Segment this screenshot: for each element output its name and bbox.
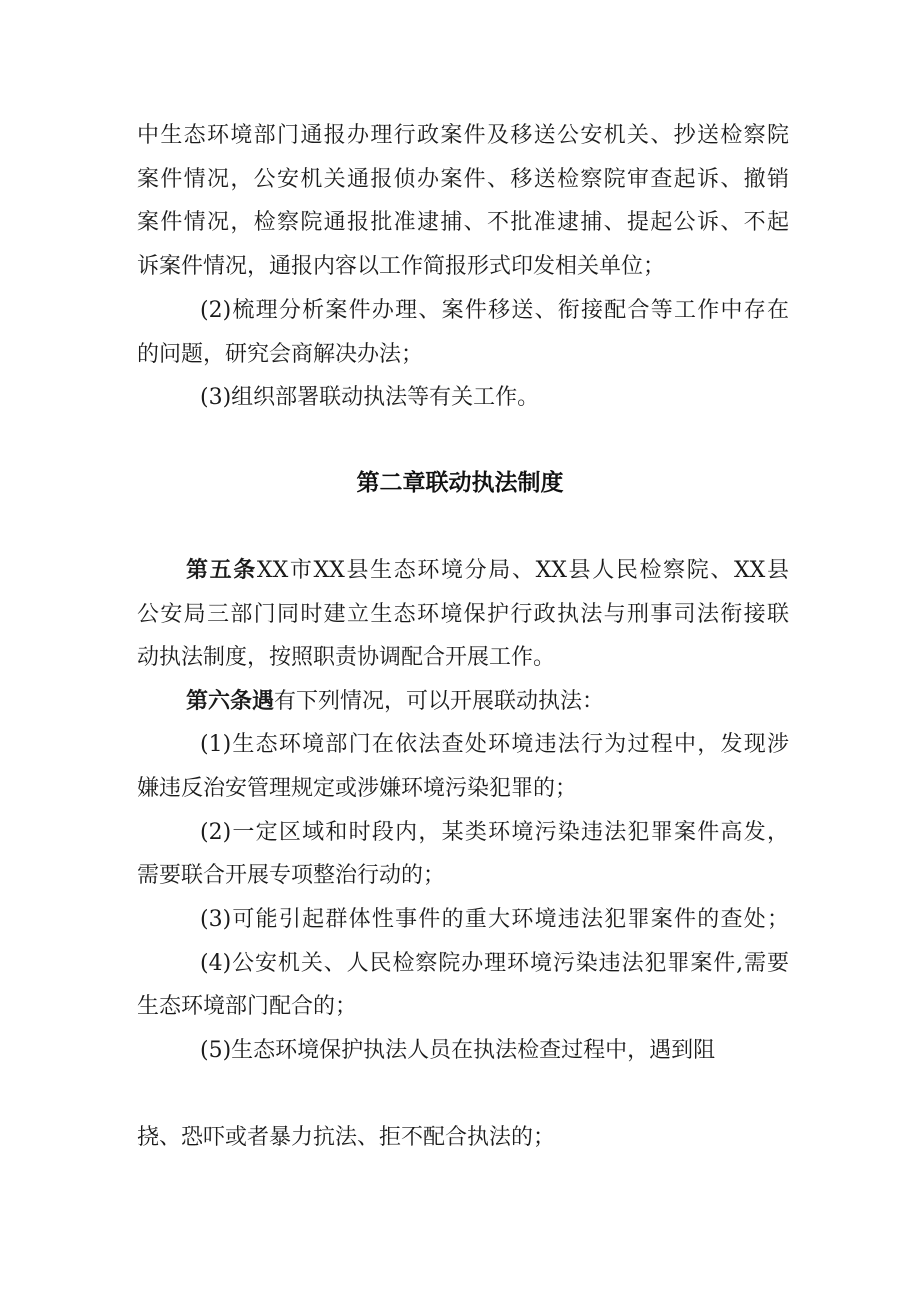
article-6-text: 有下列情况，可以开展联动执法： [274, 689, 605, 714]
paragraph-line: 案件情况，公安机关通报侦办案件、移送检察院审查起诉、撤销 [137, 167, 789, 192]
paragraph-line: 的问题，研究会商解决办法； [137, 342, 424, 367]
paragraph-line: 动执法制度，按照职责协调配合开展工作。 [137, 645, 556, 670]
list-item-line: (2)一定区域和时段内，某类环境污染违法犯罪案件高发， [200, 820, 789, 845]
list-item-line: (4)公安机关、人民检察院办理环境污染违法犯罪案件,需要 [200, 951, 789, 976]
list-item-line: (3)可能引起群体性事件的重大环境违法犯罪案件的查处； [200, 907, 789, 932]
paragraph-line: (3)组织部署联动执法等有关工作。 [200, 385, 540, 410]
list-item-line: 挠、恐吓或者暴力抗法、拒不配合执法的； [137, 1125, 556, 1150]
paragraph-line: 公安局三部门同时建立生态环境保护行政执法与刑事司法衔接联 [137, 602, 789, 627]
article-5-text: XX市XX县生态环境分局、XX县人民检察院、XX县 [256, 558, 789, 583]
paragraph-line: 诉案件情况，通报内容以工作简报形式印发相关单位； [137, 254, 666, 279]
list-item-line: (1)生态环境部门在依法查处环境违法行为过程中，发现涉 [200, 732, 789, 757]
list-item-line: 嫌违反治安管理规定或涉嫌环境污染犯罪的； [137, 776, 578, 801]
article-5-label: 第五条 [186, 558, 257, 583]
list-item-line: (5)生态环境保护执法人员在执法检查过程中，遇到阻 [200, 1038, 716, 1063]
article-6-label: 第六条遇 [186, 689, 275, 714]
article-5-line [186, 556, 789, 586]
list-item-line: 需要联合开展专项整治行动的； [137, 863, 446, 888]
list-item-line: 生态环境部门配合的； [137, 994, 358, 1019]
paragraph-line: (2)梳理分析案件办理、案件移送、衔接配合等工作中存在 [200, 298, 789, 323]
paragraph-line: 案件情况，检察院通报批准逮捕、不批准逮捕、提起公诉、不起 [137, 210, 789, 235]
chapter-title: 第二章联动执法制度 [356, 470, 564, 496]
article-6-line [186, 687, 789, 717]
paragraph-line: 中生态环境部门通报办理行政案件及移送公安机关、抄送检察院 [137, 123, 789, 148]
